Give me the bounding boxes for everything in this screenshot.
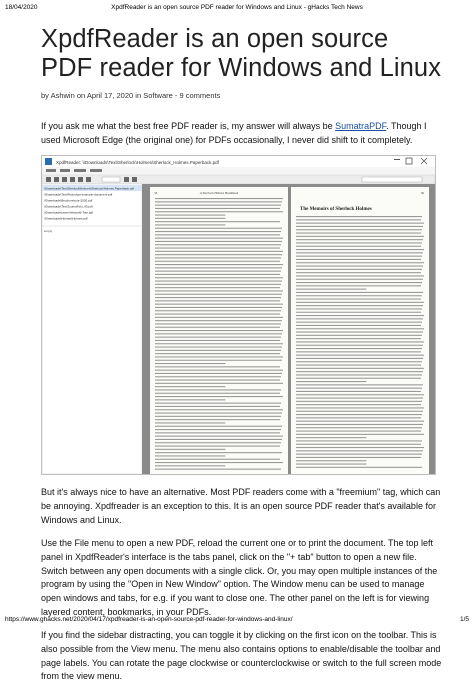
paragraph-2: But it's always nice to have an alternative. Most PDF readers come with a "freemium" tag, which can be annoying. Xpdfreader is an exception to this. It is an open source PDF reader that's available for Windows and Linux. [41, 487, 441, 525]
byline-on: on [74, 91, 87, 100]
screenshot-window-title: XpdfReader: \\Downloads\Text\Sherlock\Holmes\Sherlock_Holmes.Paperback.pdf [56, 160, 219, 165]
tab-1: \\Downloads\Text\Sherlock\Holmes\Sherlock\Holmes.Paperback.pdf [44, 186, 135, 191]
paragraph-4: If you find the sidebar distracting, you can toggle it by clicking on the first icon on the toolbar. This is also possible from the View menu. The menu also contains options to enable/disable the toolbar and page labels. You can rotate the page clockwise or counterclockwise or switch to the full screen mode from the view menu. [41, 630, 442, 682]
page-left-header: A Sherlock Holmes Handbook [199, 191, 239, 195]
category-link[interactable]: Software [143, 91, 173, 100]
print-date: 18/04/2020 [5, 4, 38, 11]
comments-link[interactable]: 9 comments [179, 91, 221, 100]
paragraph-3: Use the File menu to open a new PDF, reload the current one or to print the document. The top left panel in XpdfReader's interface is the tabs panel, click on the "+ tab" button to open a new file. Switch between any open documents with a single click. Or, you may open multiple instances of the program by using the "Open in New Window" option. The Window menu can be used to manage open windows and tabs, for e.g. if you want to close one. The other panel on the left is for viewing layered content, bookmarks, in your PDFs. [41, 538, 438, 617]
print-page-title: XpdfReader is an open source PDF reader for Windows and Linux - gHacks Tech News [111, 4, 363, 11]
tab-4: \\Downloads\Text\Journal\Vol_43.pdf [44, 204, 93, 209]
p1-text-before: If you ask me what the best free PDF reader is, my answer will always be [41, 121, 336, 131]
page-right-number: 36 [420, 191, 424, 195]
page-left-number: 33 [154, 191, 158, 195]
page-right-header: The Memoirs of Sherlock Holmes [300, 207, 372, 212]
app-logo-icon [45, 158, 52, 165]
byline-in: in [133, 91, 144, 100]
author-link[interactable]: Ashwin [50, 91, 75, 100]
tab-5: \\Downloads\users-list\world-Tour.pdf [44, 210, 94, 215]
article-title: XpdfReader is an open source PDF reader for Windows and Linux [41, 25, 442, 82]
print-url: https://www.ghacks.net/2020/04/17/xpdfreader-is-an-open-source-pdf-reader-for-windows-and-linux/ [5, 616, 293, 623]
tab-2: \\Downloads\Text\Fiction\an-example-document.pdf [44, 192, 113, 197]
xpdfreader-screenshot [41, 155, 436, 475]
sumatrapdf-link[interactable]: SumatraPDF [335, 121, 387, 131]
print-header [5, 4, 469, 14]
p1-text-after: . Though I used Microsoft Edge (the original one) for PDFs occasionally, I never did shift to it completely. [41, 121, 427, 145]
byline-separator: - [172, 91, 180, 100]
byline-prefix: by [41, 91, 51, 100]
outline-panel-label: empty [44, 229, 53, 233]
print-footer [5, 616, 469, 626]
tab-3: \\Downloads\Brochure\tour-2020.pdf [44, 198, 93, 203]
publish-date: April 17, 2020 [86, 91, 134, 100]
byline [41, 91, 444, 100]
tab-6: \\Downloads\Holmes\Holmes.pdf [44, 216, 88, 221]
menu-bar [46, 169, 102, 172]
paragraph-intro [41, 120, 444, 148]
print-page-number: 1/5 [459, 616, 469, 623]
